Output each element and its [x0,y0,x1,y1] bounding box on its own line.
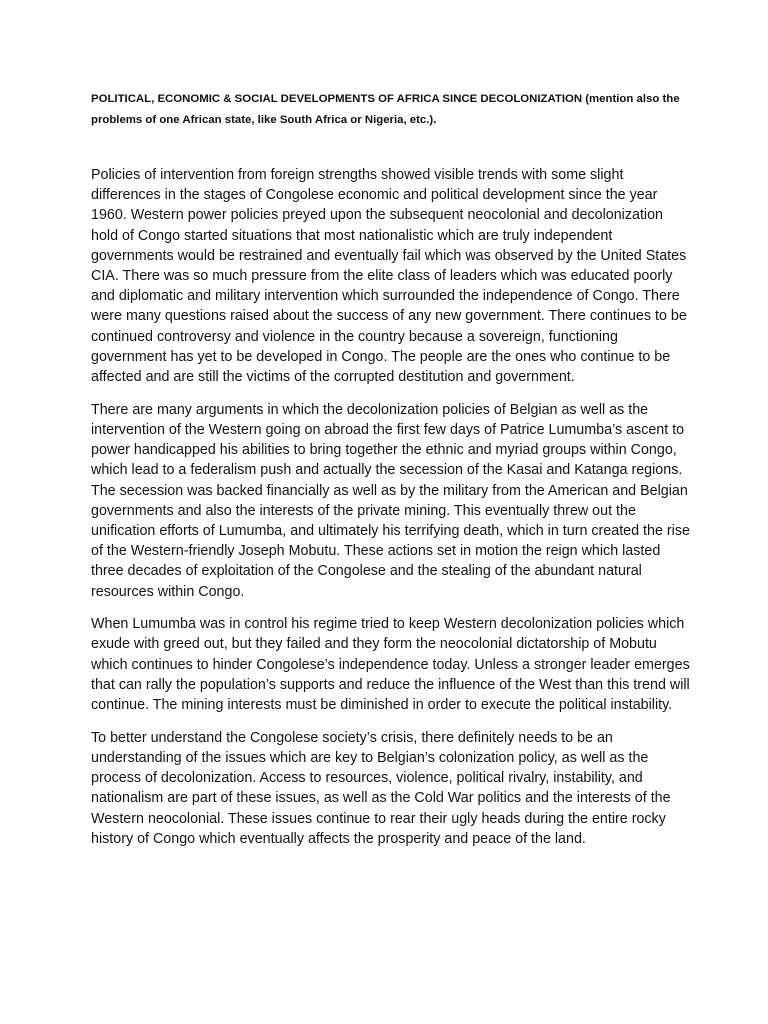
paragraph-3: When Lumumba was in control his regime tried to keep Western decolonization policies which exude with greed out, but they failed and they form the neocolonial dictatorship of Mobutu which continues to hinder Congolese’s independence today. Unless a stronger leader emerges that can rally the population’s supports and reduce the influence of the West than this trend will continue. The mining interests must be diminished in order to execute the political instability. [91,616,690,714]
document-body [91,165,691,862]
paragraph-2: There are many arguments in which the decolonization policies of Belgian as well as the intervention of the Western going on abroad the first few days of Patrice Lumumba’s ascent to power handicapped his abilities to bring together the ethnic and myriad groups within Congo, which lead to a federalism push and actually the secession of the Kasai and Katanga regions. The secession was backed financially as well as by the military from the American and Belgian governments and also the interests of the private mining. This eventually threw out the unification efforts of Lumumba, and ultimately his terrifying death, which in turn created the rise of the Western-friendly Joseph Mobutu. These actions set in motion the reign which lasted three decades of exploitation of the Congolese and the stealing of the abundant natural resources within Congo. [91,401,690,600]
paragraph-1: Policies of intervention from foreign strengths showed visible trends with some slight differences in the stages of Congolese economic and political development since the year 1960. Western power policies preyed upon the subsequent neocolonial and decolonization hold of Congo started situations that most nationalistic which are truly independent governments would be restrained and eventually fail which was observed by the United States CIA. There was so much pressure from the elite class of leaders which was educated poorly and diplomatic and military intervention which surrounded the independence of Congo. There were many questions raised about the success of any new government. There continues to be continued controversy and violence in the country because a sovereign, functioning government has yet to be developed in Congo. The people are the ones who continue to be affected and are still the victims of the corrupted destitution and government. [91,167,687,386]
document-heading: POLITICAL, ECONOMIC & SOCIAL DEVELOPMENTS OF AFRICA SINCE DECOLONIZATION (mention also the problems of one African state, like South Africa or Nigeria, etc.). [91,93,680,126]
paragraph-4: To better understand the Congolese society’s crisis, there definitely needs to be an understanding of the issues which are key to Belgian’s colonization policy, as well as the process of decolonization. Access to resources, violence, political rivalry, instability, and nationalism are part of these issues, as well as the Cold War politics and the interests of the Western neocolonial. These issues continue to rear their ugly heads during the entire rocky history of Congo which eventually affects the prosperity and peace of the land. [91,729,671,847]
